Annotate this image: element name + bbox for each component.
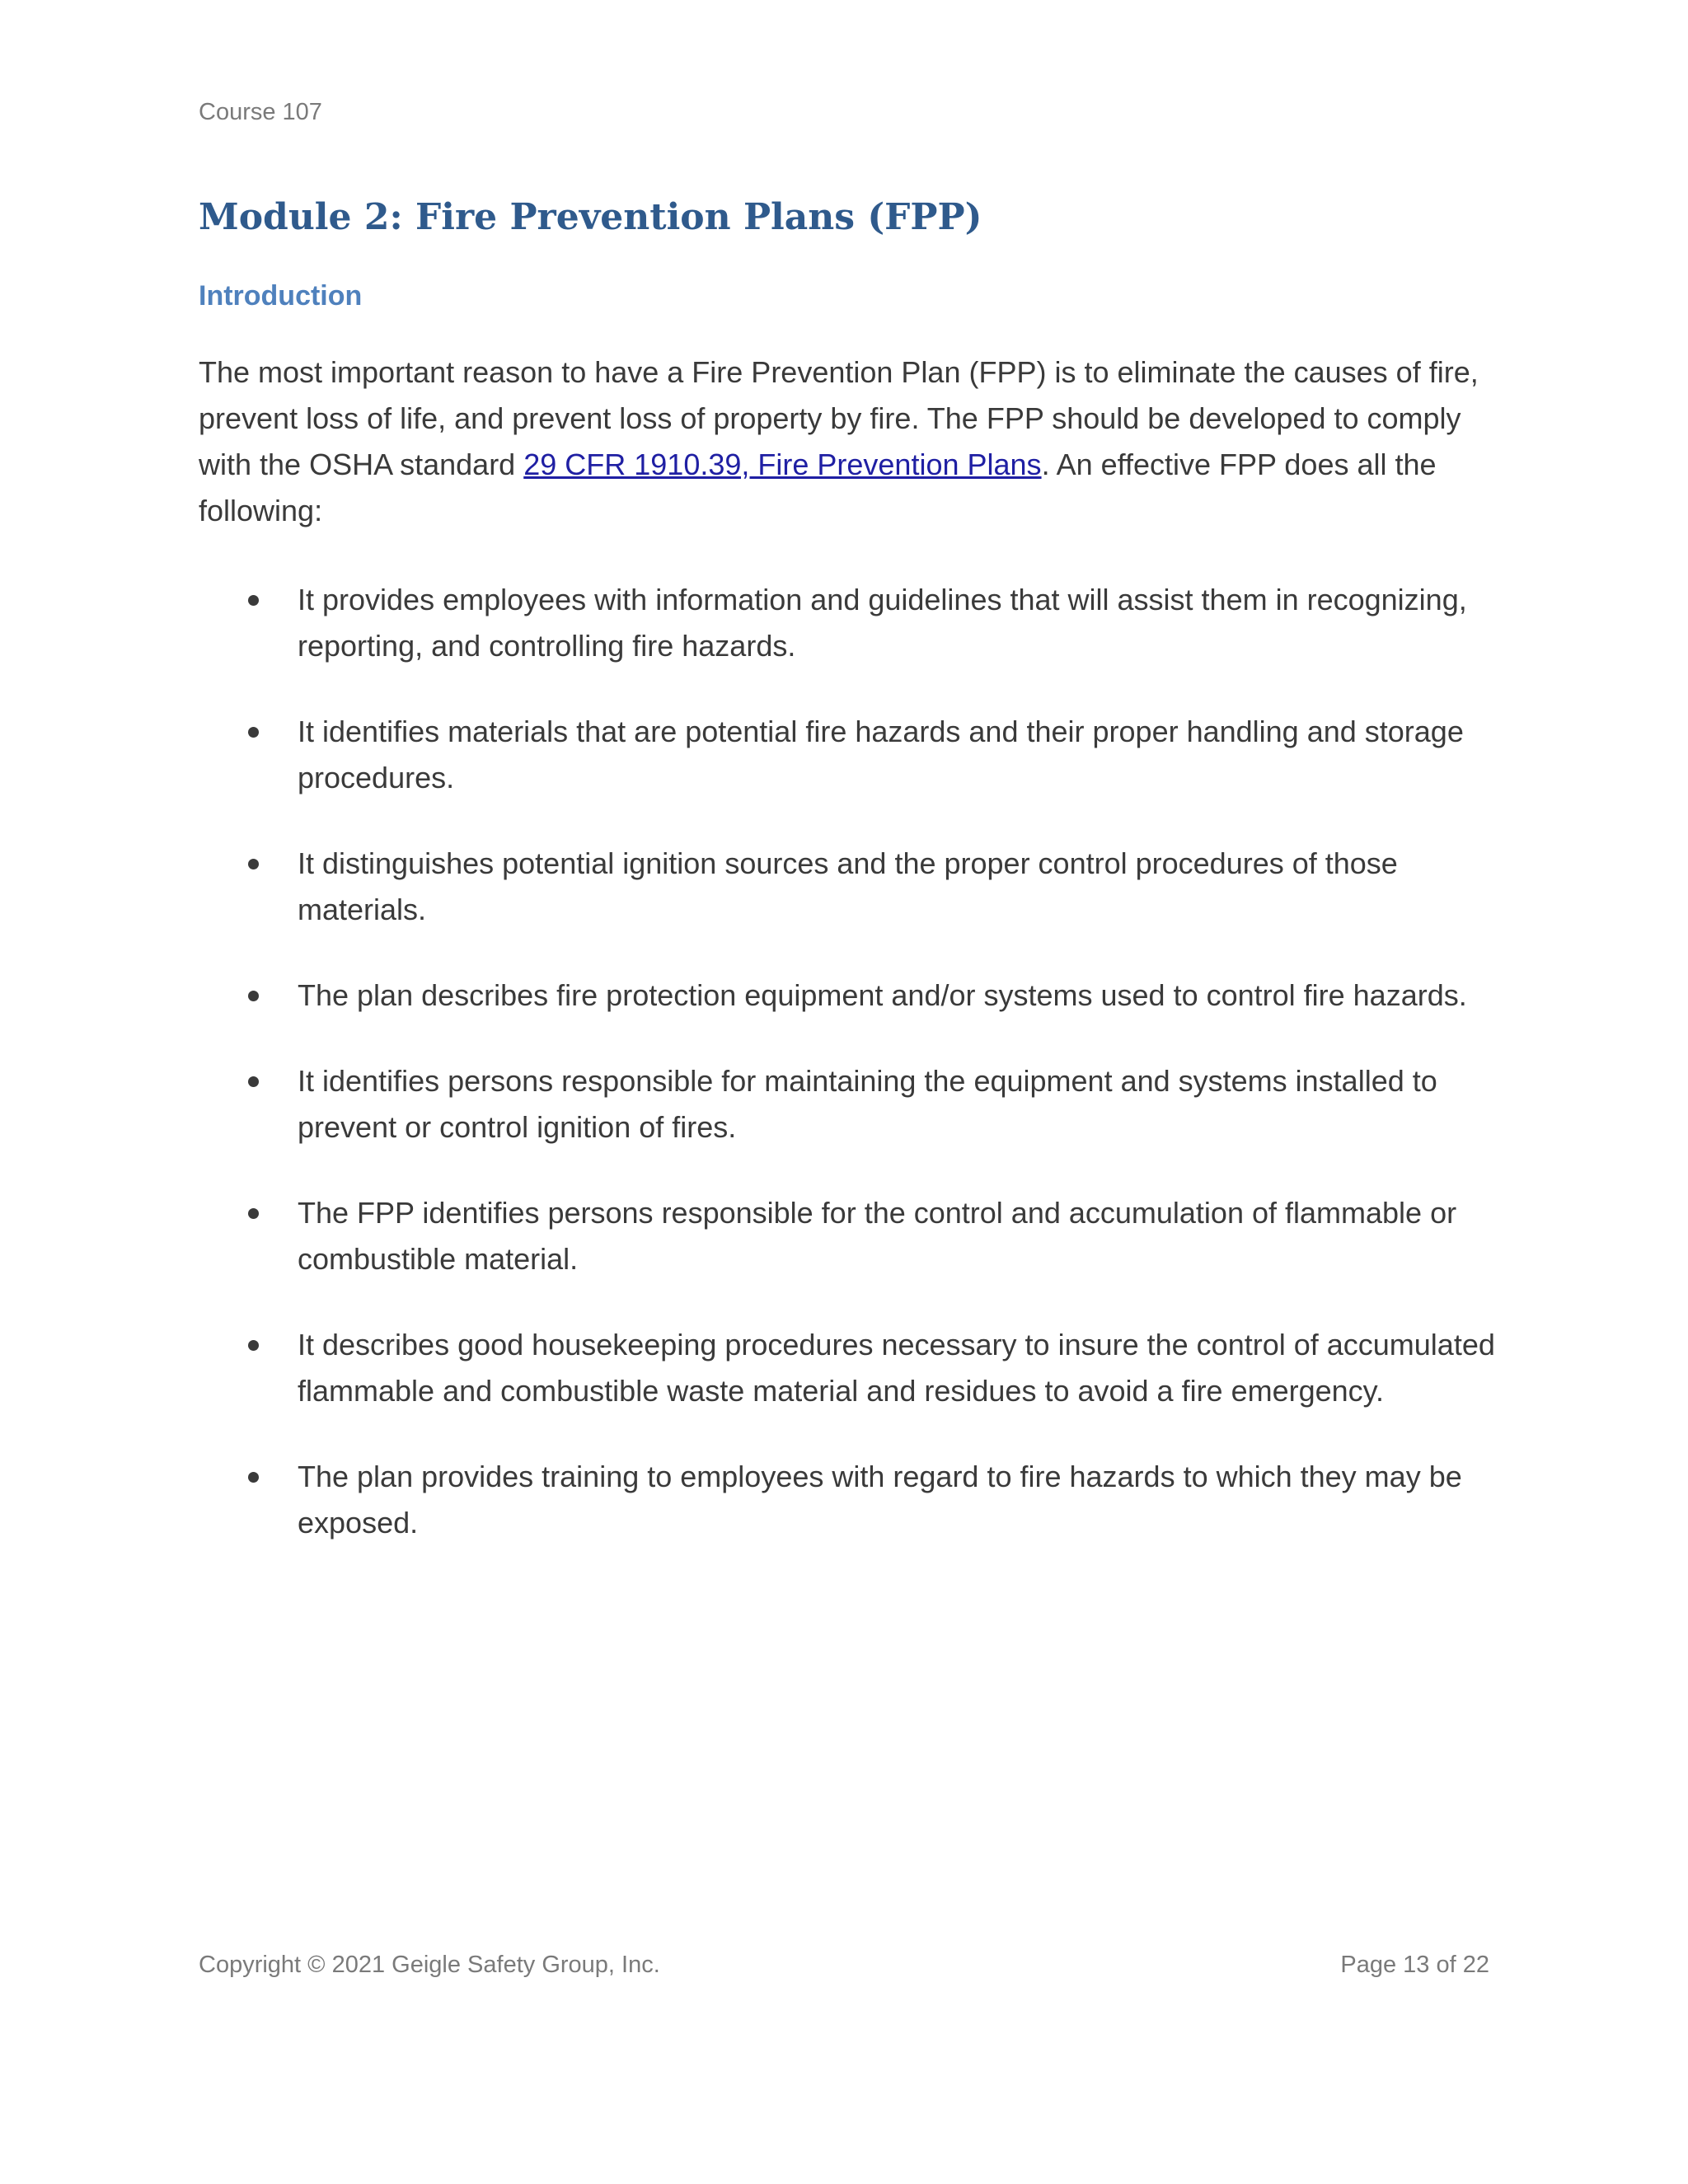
intro-text-before-link: The most important reason to have a Fire Prevention Plan (FPP) is to eliminate the causes of fire, prevent loss of life, and prevent loss of property by fire. The FPP should be developed to comply with the OSHA standard <box>199 355 1479 481</box>
fpp-bullet-list <box>199 577 1501 1586</box>
list-item-text: It distinguishes potential ignition sources and the proper control procedures of those materials. <box>298 846 1398 926</box>
section-heading-introduction: Introduction <box>199 280 363 312</box>
list-item <box>199 1190 1501 1282</box>
list-item <box>199 1322 1501 1414</box>
footer-copyright: Copyright © 2021 Geigle Safety Group, Inc. <box>199 1952 660 1978</box>
bullet-icon <box>248 727 259 738</box>
list-item-text: It identifies materials that are potential fire hazards and their proper handling and storage procedures. <box>298 715 1464 794</box>
bullet-icon <box>248 1472 259 1483</box>
list-item <box>199 972 1501 1019</box>
footer-page-number: Page 13 of 22 <box>1340 1952 1489 1978</box>
list-item-text: It describes good housekeeping procedures necessary to insure the control of accumulated flammable and combustible waste material and residues to avoid a fire emergency. <box>298 1328 1495 1408</box>
intro-text-after-link: . An effective FPP does all the following: <box>199 448 1437 527</box>
bullet-icon <box>248 1208 259 1219</box>
page-header-course: Course 107 <box>199 99 322 125</box>
list-item-text: The plan describes fire protection equipment and/or systems used to control fire hazards. <box>298 978 1467 1012</box>
bullet-icon <box>248 1076 259 1087</box>
list-item <box>199 577 1501 669</box>
intro-paragraph <box>199 349 1501 534</box>
bullet-icon <box>248 1340 259 1351</box>
bullet-icon <box>248 991 259 1001</box>
list-item <box>199 1058 1501 1151</box>
list-item-text: It identifies persons responsible for maintaining the equipment and systems installed to prevent or control ignition of fires. <box>298 1064 1437 1144</box>
page-title: Module 2: Fire Prevention Plans (FPP) <box>199 196 982 238</box>
list-item <box>199 841 1501 933</box>
osha-standard-link[interactable]: 29 CFR 1910.39, Fire Prevention Plans <box>523 448 1042 481</box>
list-item <box>199 709 1501 801</box>
list-item <box>199 1454 1501 1546</box>
list-item-text: It provides employees with information and guidelines that will assist them in recognizing, reporting, and controlling fire hazards. <box>298 583 1467 663</box>
list-item-text: The plan provides training to employees with regard to fire hazards to which they may be exposed. <box>298 1460 1462 1540</box>
bullet-icon <box>248 859 259 869</box>
bullet-icon <box>248 595 259 606</box>
list-item-text: The FPP identifies persons responsible for the control and accumulation of flammable or combustible material. <box>298 1196 1457 1276</box>
